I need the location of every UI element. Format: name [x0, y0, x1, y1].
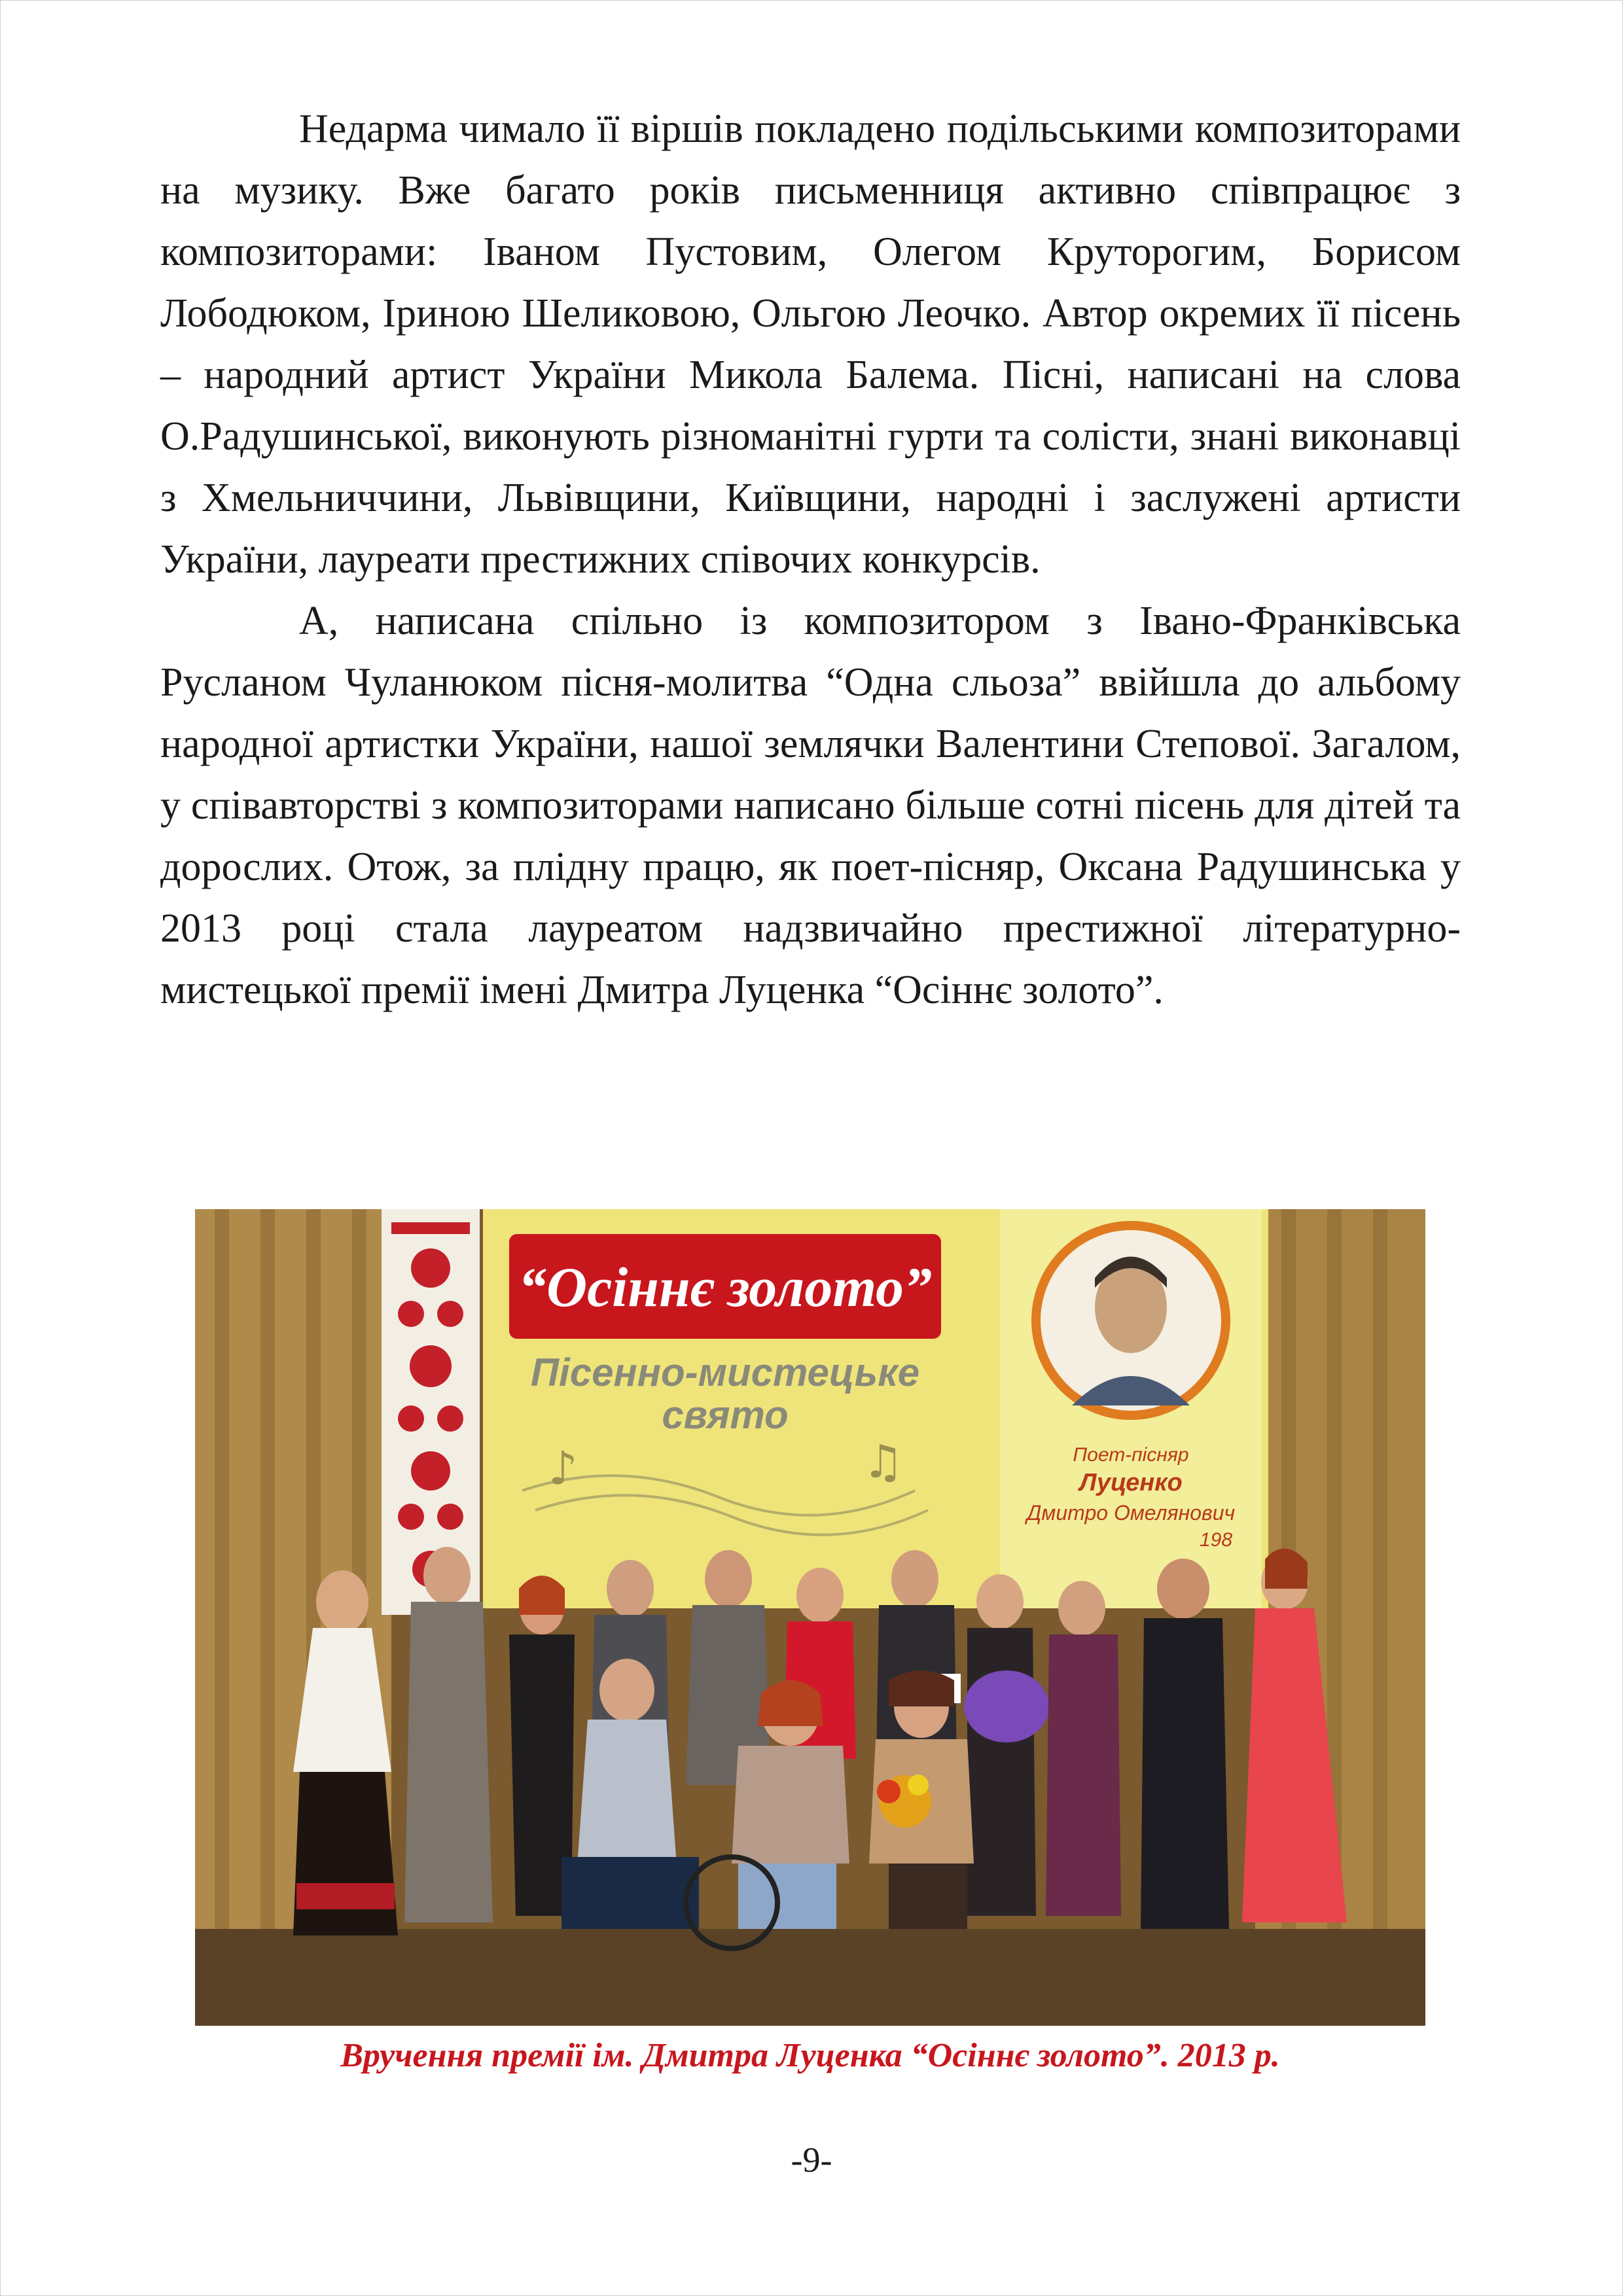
- banner-title: “Осіннє золото”: [518, 1256, 933, 1318]
- portrait-label-line4: 198: [1199, 1529, 1233, 1551]
- seated-group: [562, 1659, 974, 1949]
- banner-subtitle-line2: свято: [662, 1393, 789, 1437]
- photo-caption: Вручення премії ім. Дмитра Луценка “Осіннє золото”. 2013 р.: [340, 2037, 1280, 2074]
- paragraph-1: Недарма чимало її віршів покладено подільськими композиторами на музику. Вже багато років письменниця активно співпрацює з композиторами: Іваном Пустовим, Олегом Круторогим, Борисом Лободюком, Іриною Шеликовою, Ольгою Леочко. Автор окремих її пісень – народний артист України Микола Балема. Пісні, написані на слова О.Радушинської, виконують різноманітні гурти та солісти, знані виконавці з Хмельниччини, Львівщини, Київщини, народні і заслужені артисти України, лауреати престижних співочих конкурсів.: [160, 107, 1461, 582]
- portrait-label-line3: Дмитро Омелянович: [1026, 1501, 1236, 1525]
- note-icon: ♪: [548, 1441, 578, 1495]
- page-number: -9-: [791, 2140, 832, 2180]
- note-icon: ♫: [863, 1435, 904, 1489]
- banner-subtitle-line1: Пісенно-мистецьке: [530, 1351, 920, 1394]
- body-text: [160, 98, 1461, 1021]
- portrait-label-line2: Луценко: [1079, 1469, 1183, 1496]
- portrait-label-line1: Поет-пісняр: [1073, 1444, 1189, 1466]
- paragraph-2: А, написана спільно із композитором з Івано-Франківська Русланом Чуланюком пісня-молитва “Одна сльоза” ввійшла до альбому народної артистки України, нашої землячки Валентини Степової. Загалом, у співавторстві з композиторами написано більше сотні пісень для дітей та дорослих. Отож, за плідну працю, як поет-пісняр, Оксана Радушинська у 2013 році стала лауреатом надзвичайно престижної літературно-мистецької премії імені Дмитра Луценка “Осіннє золото”.: [160, 599, 1461, 1012]
- award-ceremony-photo: [195, 1209, 1425, 2026]
